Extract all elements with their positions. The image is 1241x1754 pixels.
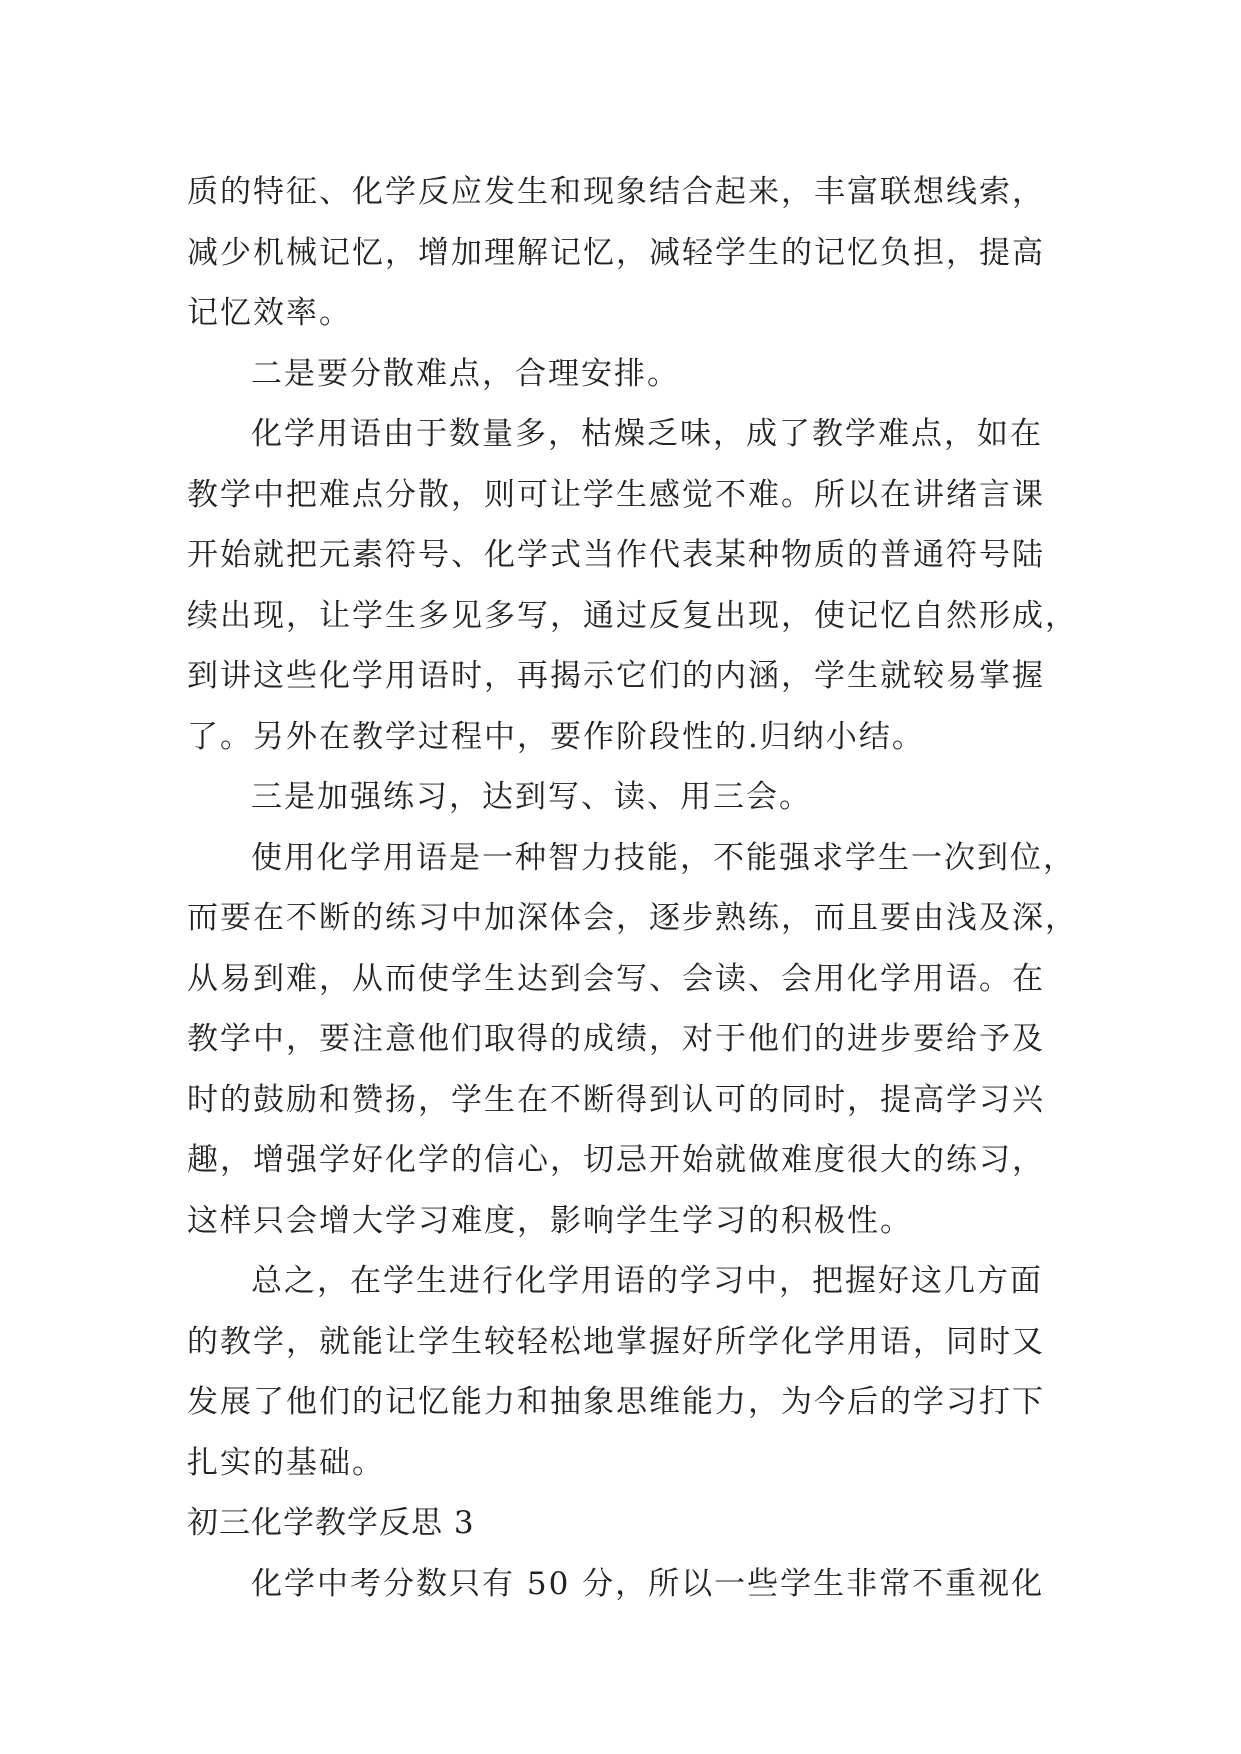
section-heading: 二是要分散难点，合理安排。: [251, 355, 680, 392]
text-line: 教学中把难点分散，则可让学生感觉不难。所以在讲绪言课: [187, 476, 1045, 513]
paragraph-start: 化学用语由于数量多，枯燥乏味，成了教学难点，如在: [251, 416, 1043, 452]
text-line: 开始就把元素符号、化学式当作代表某种物质的普通符号陆: [187, 537, 1045, 573]
text-line: 这样只会增大学习难度，影响学生学习的积极性。: [187, 1202, 913, 1239]
text-line: 了。另外在教学过程中，要作阶段性的.归纳小结。: [187, 718, 925, 755]
text-line: 趣，增强学好化学的信心，切忌开始就做难度很大的练习，: [187, 1142, 1045, 1178]
text-line: 而要在不断的练习中加深体会，逐步熟练，而且要由浅及深，: [187, 900, 1078, 936]
section-heading: 三是加强练习，达到写、读、用三会。: [251, 779, 812, 815]
text-line: 的教学，就能让学生较轻松地掌握好所学化学用语，同时又: [187, 1323, 1045, 1360]
text-line: 到讲这些化学用语时，再揭示它们的内涵，学生就较易掌握: [187, 658, 1045, 694]
text-line: 记忆效率。: [187, 295, 352, 331]
document-body: [187, 162, 1078, 1614]
paragraph-start: 总之，在学生进行化学用语的学习中，把握好这几方面: [251, 1263, 1043, 1299]
text-line: 时的鼓励和赞扬，学生在不断得到认可的同时，提高学习兴: [187, 1081, 1045, 1118]
article-heading: 初三化学教学反思 3: [187, 1505, 475, 1541]
text-line: 质的特征、化学反应发生和现象结合起来，丰富联想线索，: [187, 174, 1045, 210]
text-line: 续出现，让学生多见多写，通过反复出现，使记忆自然形成，: [187, 597, 1078, 634]
paragraph-start: 使用化学用语是一种智力技能，不能强求学生一次到位，: [251, 839, 1076, 876]
paragraph-start: 化学中考分数只有 50 分，所以一些学生非常不重视化: [251, 1565, 1045, 1602]
text-line: 从易到难，从而使学生达到会写、会读、会用化学用语。在: [187, 960, 1045, 997]
text-line: 发展了他们的记忆能力和抽象思维能力，为今后的学习打下: [187, 1384, 1045, 1420]
text-line: 教学中，要注意他们取得的成绩，对于他们的进步要给予及: [187, 1021, 1045, 1057]
text-line: 减少机械记忆，增加理解记忆，减轻学生的记忆负担，提高: [187, 234, 1045, 271]
text-line: 扎实的基础。: [187, 1444, 385, 1481]
